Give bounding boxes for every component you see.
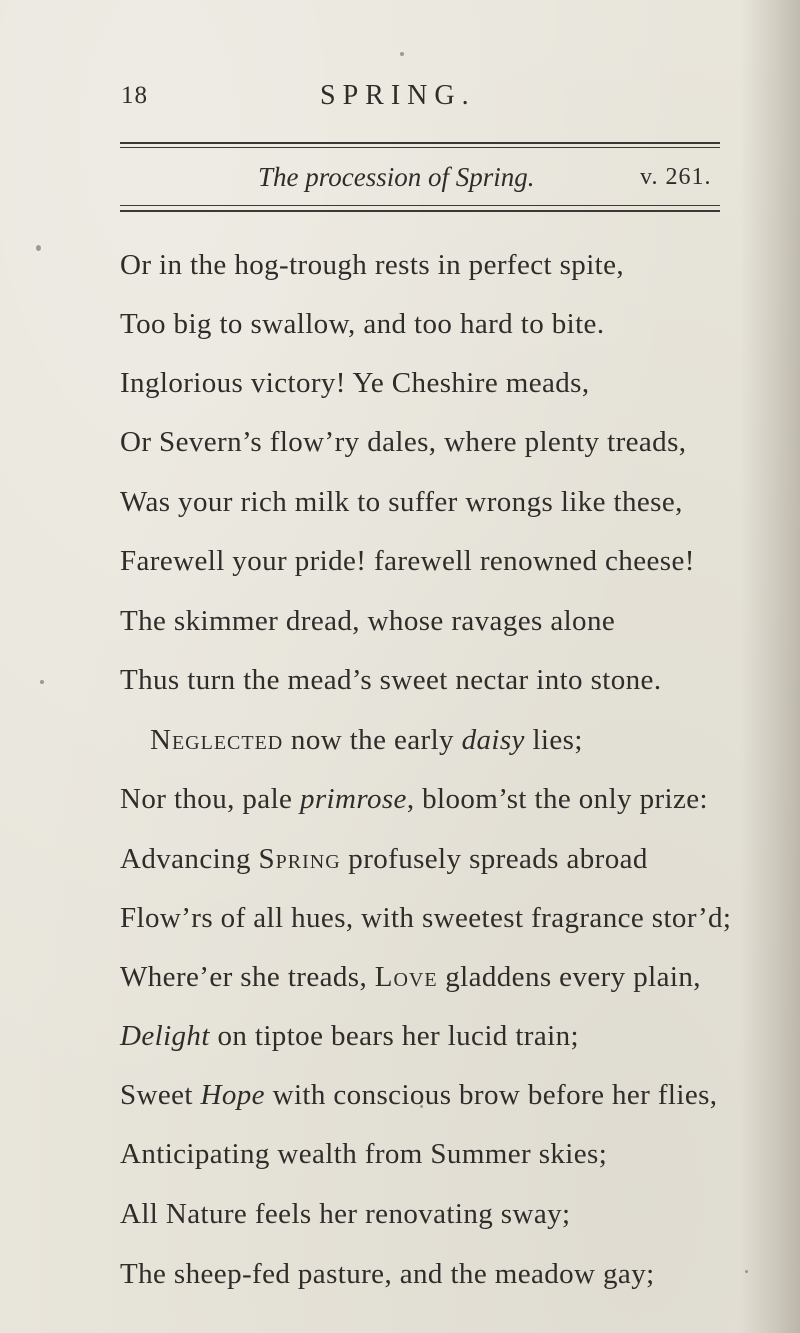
verse-line: The sheep-fed pasture, and the meadow gay; bbox=[120, 1258, 655, 1290]
verse-line: Anticipating wealth from Summer skies; bbox=[120, 1138, 608, 1170]
header-rule-bottom bbox=[120, 210, 720, 212]
verse-line: Nor thou, pale primrose, bloom’st the only prize: bbox=[120, 783, 708, 815]
paper-speck bbox=[36, 245, 41, 251]
emphasis-small-caps: Neglected bbox=[150, 724, 284, 756]
header-rule-top bbox=[120, 142, 720, 144]
section-subhead: The procession of Spring. bbox=[258, 162, 535, 192]
verse-line: Or Severn’s flow’ry dales, where plenty treads, bbox=[120, 426, 687, 458]
emphasis-small-caps: Spring bbox=[258, 843, 341, 875]
page-number: 18 bbox=[121, 82, 148, 109]
verse-line: Sweet Hope with conscious brow before her flies, bbox=[120, 1079, 718, 1111]
running-head: SPRING. bbox=[320, 80, 476, 111]
verse-line: Flow’rs of all hues, with sweetest fragrance stor’d; bbox=[120, 902, 732, 934]
verse-line: Inglorious victory! Ye Cheshire meads, bbox=[120, 367, 590, 399]
paper-speck bbox=[745, 1270, 748, 1273]
verse-line: Advancing Spring profusely spreads abroad bbox=[120, 843, 648, 875]
verse-line: Was your rich milk to suffer wrongs like these, bbox=[120, 486, 683, 518]
verse-line: Where’er she treads, Love gladdens every plain, bbox=[120, 961, 701, 993]
emphasis-italic: Delight bbox=[120, 1020, 210, 1052]
header-rule-top-thin bbox=[120, 147, 720, 148]
verse-line: Too big to swallow, and too hard to bite. bbox=[120, 308, 605, 340]
verse-line: The skimmer dread, whose ravages alone bbox=[120, 605, 616, 637]
verse-line: Or in the hog-trough rests in perfect spite, bbox=[120, 249, 625, 281]
verse-line: Thus turn the mead’s sweet nectar into stone. bbox=[120, 664, 662, 696]
verse-line: Farewell your pride! farewell renowned cheese! bbox=[120, 545, 695, 577]
verse-reference: v. 261. bbox=[640, 164, 712, 190]
emphasis-italic: daisy bbox=[461, 724, 525, 756]
header-rule-bottom-thin bbox=[120, 205, 720, 206]
page-gutter-shadow bbox=[740, 0, 800, 1333]
emphasis-small-caps: Love bbox=[374, 961, 438, 993]
emphasis-italic: primrose bbox=[299, 783, 407, 815]
emphasis-italic: Hope bbox=[200, 1079, 265, 1111]
paper-speck bbox=[40, 680, 44, 684]
verse-line: All Nature feels her renovating sway; bbox=[120, 1198, 571, 1230]
paper-speck bbox=[400, 52, 404, 56]
verse-line: Neglected now the early daisy lies; bbox=[150, 724, 583, 756]
verse-line: Delight on tiptoe bears her lucid train; bbox=[120, 1020, 579, 1052]
